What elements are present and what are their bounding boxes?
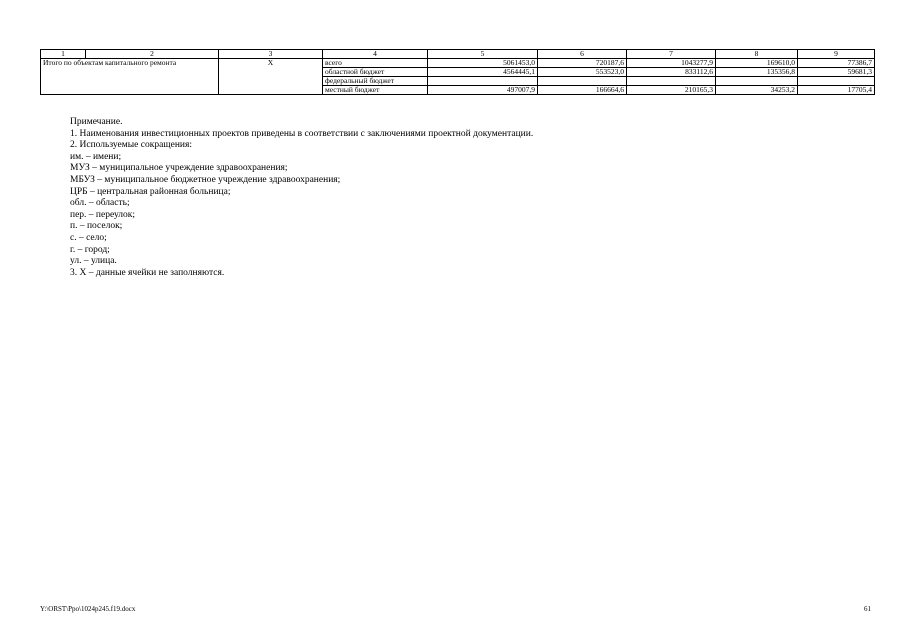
note-line: 1. Наименования инвестиционных проектов приведены в соответствии с заключениями проектной документации. <box>70 128 534 139</box>
note-line: пер. – переулок; <box>70 209 136 220</box>
col-header-2: 2 <box>86 50 219 59</box>
table-cell <box>716 77 798 86</box>
table-cell: 553523,0 <box>538 68 627 77</box>
note-line: ул. – улица. <box>70 256 117 267</box>
table-cell: 1043277,9 <box>627 59 716 68</box>
col-header-7: 7 <box>627 50 716 59</box>
table-cell <box>428 77 538 86</box>
budget-table <box>40 49 875 95</box>
note-line: 2. Используемые сокращения: <box>70 140 192 151</box>
col-header-9: 9 <box>798 50 875 59</box>
table-cell: 497007,9 <box>428 86 538 95</box>
row-label: областной бюджет <box>323 68 428 77</box>
col-header-5: 5 <box>428 50 538 59</box>
note-line: г. – город; <box>70 244 110 255</box>
row-label: местный бюджет <box>323 86 428 95</box>
col-header-1: 1 <box>41 50 86 59</box>
row-title-cell: Итого по объектам капитального ремонта <box>41 59 219 95</box>
table-cell <box>538 77 627 86</box>
table-cell: 833112,6 <box>627 68 716 77</box>
table-cell: 4564445,1 <box>428 68 538 77</box>
note-line: МБУЗ – муниципальное бюджетное учреждение здравоохранения; <box>70 174 341 185</box>
note-line: им. – имени; <box>70 151 122 162</box>
row-label: всего <box>323 59 428 68</box>
note-line: 3. Х – данные ячейки не заполняются. <box>70 267 225 278</box>
page-number: 61 <box>864 605 871 613</box>
table-cell: 17705,4 <box>798 86 875 95</box>
table-row <box>41 59 875 68</box>
table-cell: 720187,6 <box>538 59 627 68</box>
col-header-4: 4 <box>323 50 428 59</box>
note-line: с. – село; <box>70 232 107 243</box>
not-filled-cell: Х <box>219 59 323 95</box>
table-cell: 166664,6 <box>538 86 627 95</box>
row-label: федеральный бюджет <box>323 77 428 86</box>
table-cell: 5061453,0 <box>428 59 538 68</box>
table-cell: 59681,3 <box>798 68 875 77</box>
table-cell: 210165,3 <box>627 86 716 95</box>
note-line: ЦРБ – центральная районная больница; <box>70 186 231 197</box>
note-line: п. – поселок; <box>70 221 123 232</box>
table-cell <box>798 77 875 86</box>
table-cell <box>627 77 716 86</box>
table-header-row <box>41 50 875 59</box>
table-cell: 169610,0 <box>716 59 798 68</box>
col-header-6: 6 <box>538 50 627 59</box>
table-cell: 135356,8 <box>716 68 798 77</box>
note-line: обл. – область; <box>70 198 130 209</box>
footer-file-path: Y:\ORST\Ppo\1024p245.f19.docx <box>40 605 136 613</box>
note-line: МУЗ – муниципальное учреждение здравоохранения; <box>70 163 288 174</box>
col-header-3: 3 <box>219 50 323 59</box>
notes-section <box>70 117 533 279</box>
table-cell: 34253,2 <box>716 86 798 95</box>
table-cell: 77386,7 <box>798 59 875 68</box>
col-header-8: 8 <box>716 50 798 59</box>
notes-title: Примечание. <box>70 117 123 127</box>
